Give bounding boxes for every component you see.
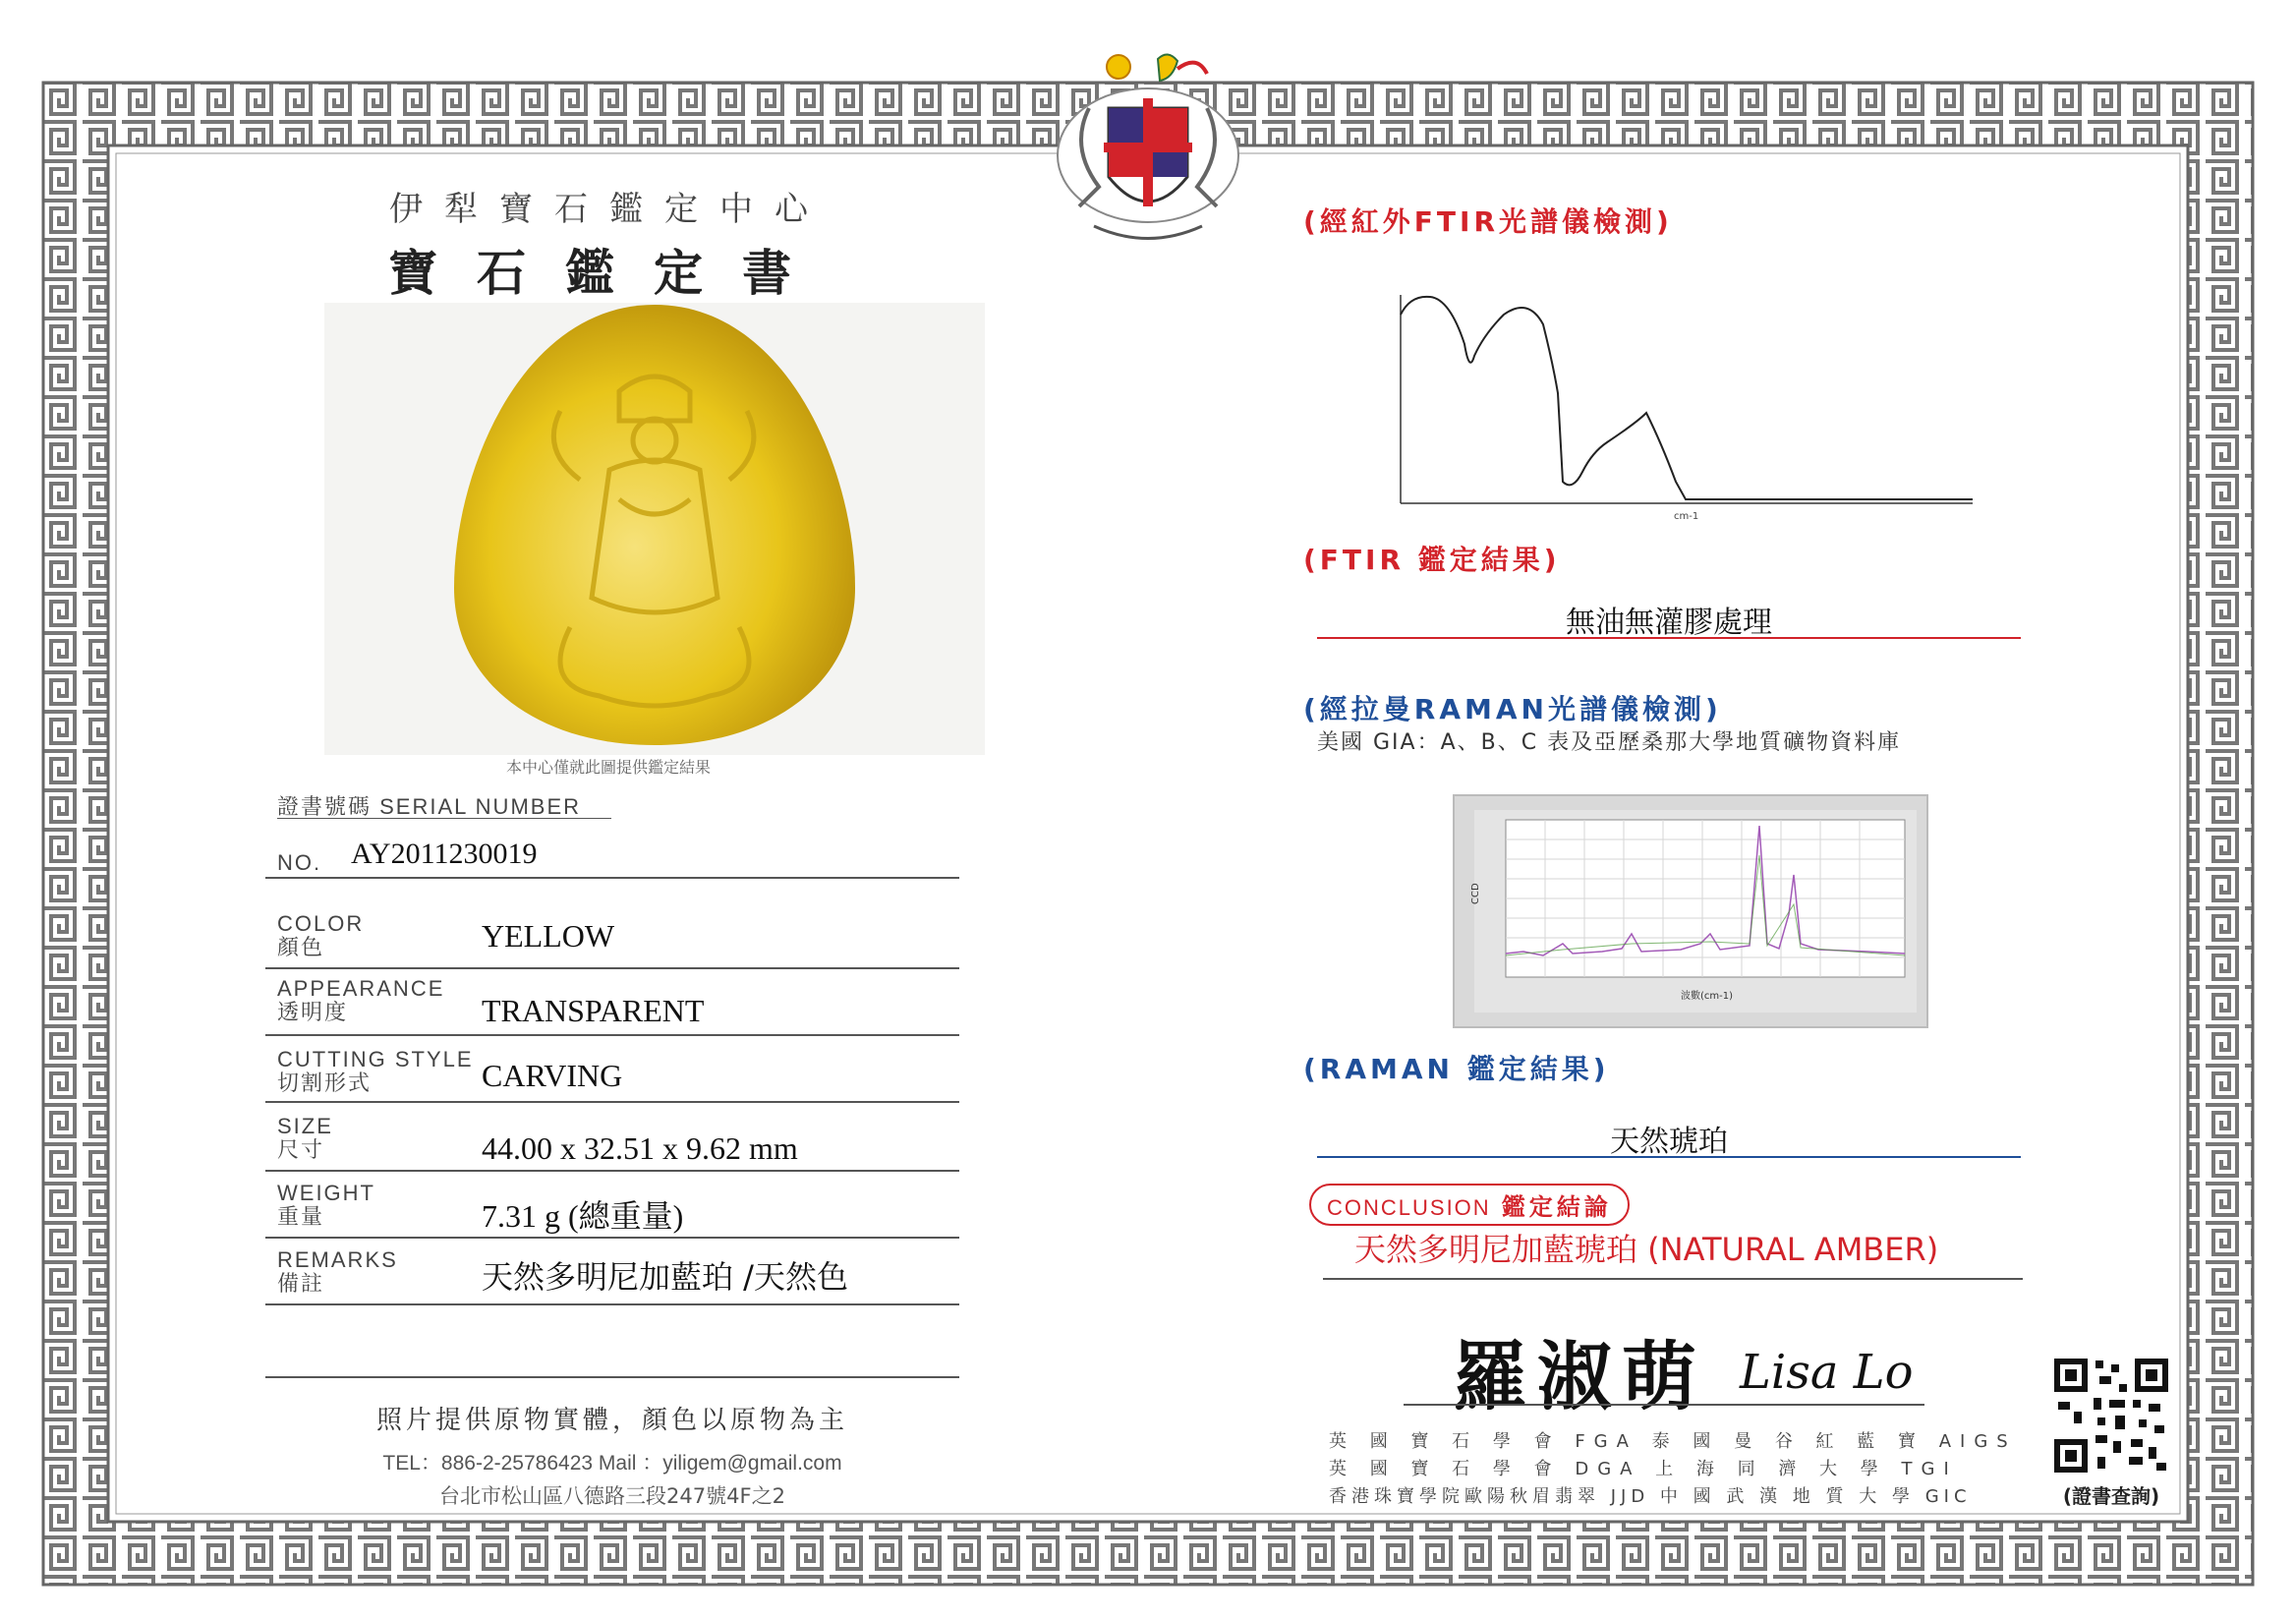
raman-result: 天然琥珀 bbox=[1610, 1125, 1728, 1159]
remarks-label: REMARKS 備註 bbox=[277, 1247, 398, 1296]
raman-spectrum bbox=[1453, 794, 1928, 1028]
org-name: 伊犁寶石鑑定中心 bbox=[389, 190, 830, 229]
remarks-value: 天然多明尼加藍珀 /天然色 bbox=[482, 1258, 848, 1296]
raman-x-axis-label: 波數(cm-1) bbox=[1681, 991, 1734, 1002]
crest-emblem bbox=[1050, 39, 1246, 265]
size-value: 44.00 x 32.51 x 9.62 mm bbox=[482, 1130, 798, 1166]
raman-result-heading: (RAMAN 鑑定結果) bbox=[1303, 1053, 1610, 1085]
serial-label-block bbox=[277, 790, 611, 821]
appearance-value: TRANSPARENT bbox=[482, 993, 705, 1028]
ftir-heading: (經紅外FTIR光譜儀檢測) bbox=[1303, 205, 1673, 238]
qr-code[interactable] bbox=[2050, 1355, 2172, 1476]
cutting-style-value: CARVING bbox=[482, 1058, 623, 1093]
signature-en: Lisa Lo bbox=[1740, 1345, 1914, 1400]
gem-photo bbox=[324, 303, 985, 755]
cutting-style-label: CUTTING STYLE 切割形式 bbox=[277, 1047, 474, 1095]
address: 台北市松山區八德路三段247號4F之2 bbox=[439, 1484, 785, 1508]
appearance-label: APPEARANCE 透明度 bbox=[277, 976, 445, 1024]
conclusion-heading-en: CONCLUSION bbox=[1327, 1195, 1491, 1220]
color-value: YELLOW bbox=[482, 918, 615, 954]
ftir-result: 無油無灌膠處理 bbox=[1566, 606, 1772, 640]
photo-note: 照片提供原物實體，顏色以原物為主 bbox=[375, 1406, 848, 1435]
credential-line-1: 英 國 寶 石 學 會 FGA 泰 國 曼 谷 紅 藍 寶 AIGS bbox=[1329, 1431, 2017, 1452]
signature-zh: 羅淑萌 bbox=[1453, 1333, 1706, 1420]
qr-label[interactable]: (證書查詢) bbox=[2062, 1484, 2160, 1508]
serial-label: 證書號碼 SERIAL NUMBER bbox=[277, 794, 582, 819]
raman-heading: (經拉曼RAMAN光譜儀檢測) bbox=[1303, 693, 1722, 725]
conclusion-heading bbox=[1309, 1184, 1630, 1226]
credential-line-3: 香港珠寶學院歐陽秋眉翡翠 JJD 中 國 武 漢 地 質 大 學 GIC bbox=[1329, 1486, 1972, 1507]
size-label: SIZE 尺寸 bbox=[277, 1114, 333, 1162]
serial-no-label: NO. bbox=[277, 850, 322, 875]
ftir-spectrum bbox=[1371, 285, 1980, 521]
credential-line-2: 英 國 寶 石 學 會 DGA 上 海 同 濟 大 學 TGI bbox=[1329, 1459, 1958, 1479]
conclusion-heading-zh: 鑑定結論 bbox=[1501, 1193, 1612, 1221]
weight-label: WEIGHT 重量 bbox=[277, 1181, 375, 1229]
serial-number: AY2011230019 bbox=[351, 838, 538, 870]
raman-y-axis-label: CCD bbox=[1470, 883, 1481, 904]
ftir-result-heading: (FTIR 鑑定結果) bbox=[1303, 544, 1561, 576]
conclusion-text: 天然多明尼加藍琥珀 (NATURAL AMBER) bbox=[1354, 1231, 1939, 1268]
document-title: 寶石鑑定書 bbox=[388, 244, 831, 302]
contact-info: TEL：886-2-25786423 Mail ：yiligem@gmail.com bbox=[382, 1452, 842, 1475]
color-label: COLOR 顏色 bbox=[277, 911, 365, 959]
photo-caption: 本中心僅就此圖提供鑑定結果 bbox=[506, 758, 712, 777]
raman-reference: 美國 GIA：A、B、C 表及亞歷桑那大學地質礦物資料庫 bbox=[1317, 730, 1902, 755]
ftir-x-axis-label: cm-1 bbox=[1674, 511, 1699, 521]
weight-value: 7.31 g (總重量) bbox=[482, 1198, 684, 1234]
